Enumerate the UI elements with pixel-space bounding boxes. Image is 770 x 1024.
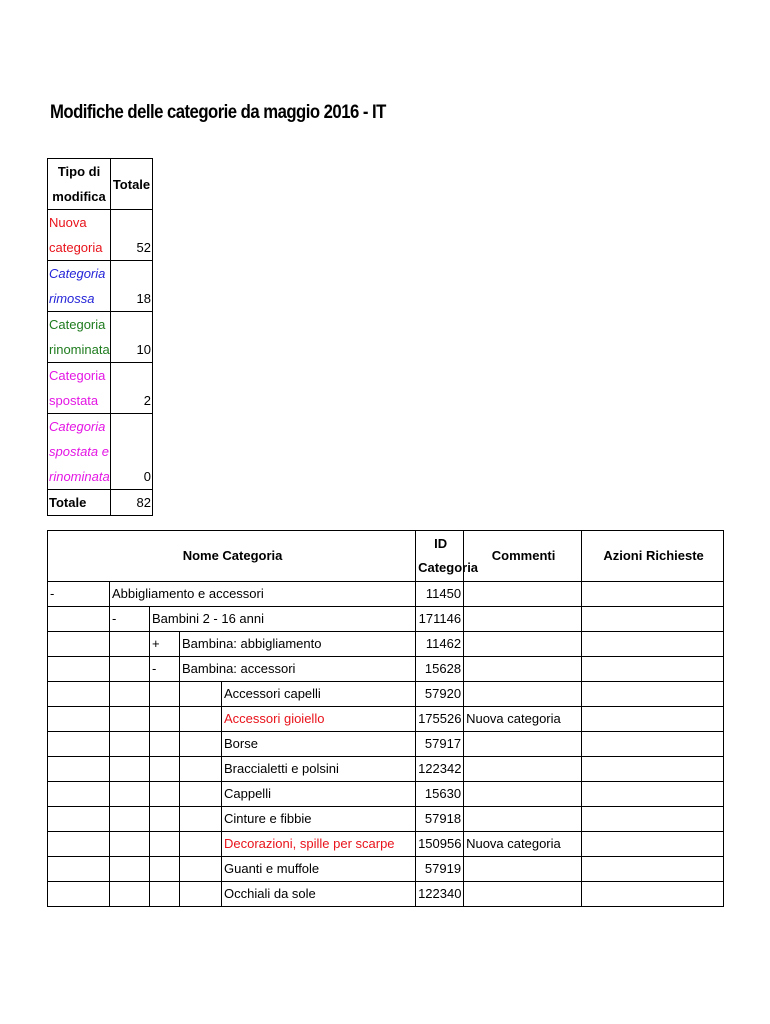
action-cell (582, 582, 724, 607)
tree-marker-1 (48, 657, 110, 682)
category-id: 150956 (416, 832, 464, 857)
table-row (48, 807, 724, 832)
tree-marker-2 (110, 832, 150, 857)
category-name: Cinture e fibbie (222, 807, 416, 832)
tree-marker-3: + (150, 632, 180, 657)
summary-table (47, 158, 153, 516)
comment-cell (464, 632, 582, 657)
summary-row-label: Categoria rimossa (48, 261, 111, 312)
summary-row-value: 18 (111, 261, 153, 312)
header-nome-categoria: Nome Categoria (48, 531, 416, 582)
category-id: 11462 (416, 632, 464, 657)
tree-marker-2 (110, 857, 150, 882)
tree-marker-3 (150, 682, 180, 707)
tree-marker-2 (110, 732, 150, 757)
summary-row-value: 0 (111, 414, 153, 490)
action-cell (582, 732, 724, 757)
tree-marker-4 (180, 682, 222, 707)
action-cell (582, 657, 724, 682)
summary-total-value: 82 (111, 490, 153, 516)
comment-cell (464, 732, 582, 757)
comment-cell (464, 757, 582, 782)
action-cell (582, 832, 724, 857)
tree-marker-2 (110, 632, 150, 657)
tree-marker-1 (48, 732, 110, 757)
category-id: 15628 (416, 657, 464, 682)
tree-marker-1 (48, 757, 110, 782)
category-id: 11450 (416, 582, 464, 607)
action-cell (582, 782, 724, 807)
tree-marker-1 (48, 607, 110, 632)
summary-row-label: Categoria rinominata (48, 312, 111, 363)
tree-marker-1 (48, 782, 110, 807)
category-id: 122342 (416, 757, 464, 782)
tree-marker-3 (150, 882, 180, 907)
category-table (47, 530, 724, 907)
tree-marker-3 (150, 732, 180, 757)
tree-marker-1 (48, 682, 110, 707)
table-row (48, 682, 724, 707)
comment-cell: Nuova categoria (464, 832, 582, 857)
category-id: 15630 (416, 782, 464, 807)
category-name: Accessori gioiello (222, 707, 416, 732)
summary-row-label: Categoria spostata e rinominata (48, 414, 111, 490)
category-name: Cappelli (222, 782, 416, 807)
summary-row (48, 363, 153, 414)
tree-marker-2 (110, 882, 150, 907)
tree-marker-4 (180, 857, 222, 882)
summary-row-label: Nuova categoria (48, 210, 111, 261)
summary-row-value: 2 (111, 363, 153, 414)
summary-row-value: 10 (111, 312, 153, 363)
category-id: 57917 (416, 732, 464, 757)
comment-cell (464, 657, 582, 682)
tree-marker-4 (180, 757, 222, 782)
header-id-categoria: ID Categoria (416, 531, 464, 582)
category-id: 175526 (416, 707, 464, 732)
tree-marker-2: - (110, 607, 150, 632)
comment-cell (464, 857, 582, 882)
tree-marker-4 (180, 807, 222, 832)
category-name: Bambina: accessori (180, 657, 416, 682)
comment-cell (464, 782, 582, 807)
summary-row-value: 52 (111, 210, 153, 261)
table-row (48, 882, 724, 907)
tree-marker-3 (150, 807, 180, 832)
category-name: Bambini 2 - 16 anni (150, 607, 416, 632)
table-row (48, 657, 724, 682)
category-name: Decorazioni, spille per scarpe (222, 832, 416, 857)
summary-row-label: Categoria spostata (48, 363, 111, 414)
tree-marker-1 (48, 707, 110, 732)
header-commenti: Commenti (464, 531, 582, 582)
table-row (48, 707, 724, 732)
tree-marker-4 (180, 707, 222, 732)
tree-marker-1 (48, 882, 110, 907)
tree-marker-1 (48, 857, 110, 882)
table-row (48, 832, 724, 857)
comment-cell (464, 807, 582, 832)
summary-row (48, 261, 153, 312)
tree-marker-1 (48, 632, 110, 657)
tree-marker-1 (48, 832, 110, 857)
comment-cell (464, 882, 582, 907)
category-name: Braccialetti e polsini (222, 757, 416, 782)
category-name: Accessori capelli (222, 682, 416, 707)
table-row (48, 607, 724, 632)
tree-marker-3 (150, 757, 180, 782)
comment-cell: Nuova categoria (464, 707, 582, 732)
tree-marker-1 (48, 807, 110, 832)
comment-cell (464, 682, 582, 707)
category-name: Guanti e muffole (222, 857, 416, 882)
category-id: 57920 (416, 682, 464, 707)
summary-row (48, 414, 153, 490)
summary-total-label: Totale (48, 490, 111, 516)
category-id: 57919 (416, 857, 464, 882)
action-cell (582, 807, 724, 832)
tree-marker-3 (150, 832, 180, 857)
comment-cell (464, 607, 582, 632)
table-row (48, 632, 724, 657)
action-cell (582, 757, 724, 782)
table-row (48, 857, 724, 882)
table-row (48, 757, 724, 782)
category-name: Abbigliamento e accessori (110, 582, 416, 607)
summary-header-total: Totale (111, 159, 153, 210)
category-name: Occhiali da sole (222, 882, 416, 907)
tree-marker-3 (150, 782, 180, 807)
table-row (48, 782, 724, 807)
tree-marker-2 (110, 782, 150, 807)
category-id: 57918 (416, 807, 464, 832)
summary-row (48, 210, 153, 261)
summary-row (48, 312, 153, 363)
tree-marker-4 (180, 832, 222, 857)
tree-marker-3 (150, 857, 180, 882)
table-row (48, 582, 724, 607)
action-cell (582, 607, 724, 632)
tree-marker-3 (150, 707, 180, 732)
category-id: 171146 (416, 607, 464, 632)
tree-marker-2 (110, 657, 150, 682)
summary-header-type: Tipo di modifica (48, 159, 111, 210)
category-name: Bambina: abbigliamento (180, 632, 416, 657)
category-id: 122340 (416, 882, 464, 907)
table-row (48, 732, 724, 757)
category-name: Borse (222, 732, 416, 757)
tree-marker-4 (180, 732, 222, 757)
action-cell (582, 882, 724, 907)
tree-marker-4 (180, 882, 222, 907)
tree-marker-4 (180, 782, 222, 807)
tree-marker-2 (110, 682, 150, 707)
action-cell (582, 707, 724, 732)
tree-marker-2 (110, 807, 150, 832)
header-azioni: Azioni Richieste (582, 531, 724, 582)
tree-marker-1: - (48, 582, 110, 607)
action-cell (582, 682, 724, 707)
action-cell (582, 857, 724, 882)
tree-marker-2 (110, 757, 150, 782)
comment-cell (464, 582, 582, 607)
tree-marker-3: - (150, 657, 180, 682)
page-title: Modifiche delle categorie da maggio 2016 - IT (50, 102, 386, 123)
tree-marker-2 (110, 707, 150, 732)
action-cell (582, 632, 724, 657)
